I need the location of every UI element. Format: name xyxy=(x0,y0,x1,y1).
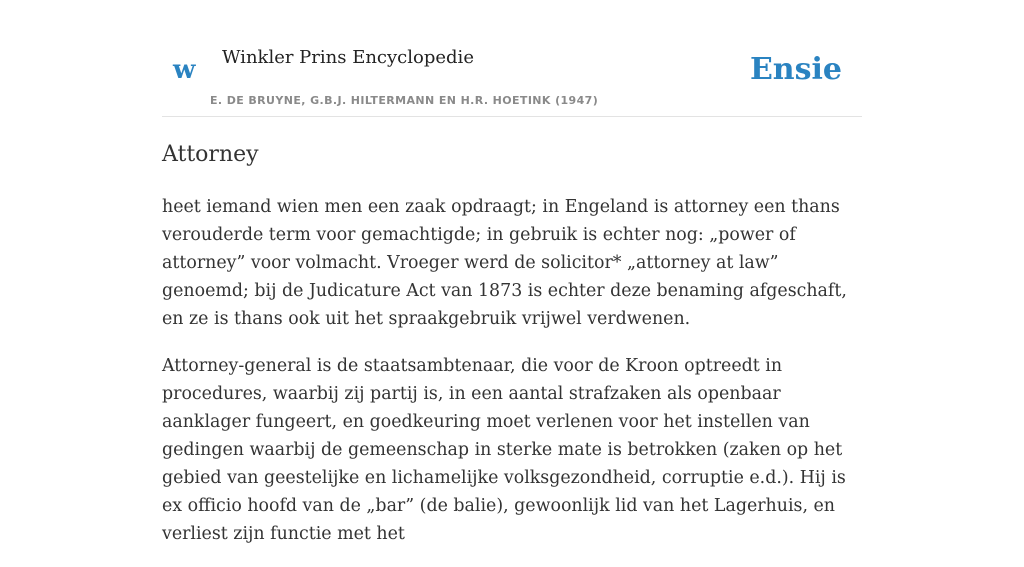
article-body xyxy=(162,193,862,567)
ensie-brand-logo[interactable]: Ensie xyxy=(749,52,842,87)
publication-title[interactable]: Winkler Prins Encyclopedie xyxy=(222,47,474,68)
publication-header xyxy=(162,40,862,117)
article-title: Attorney xyxy=(162,142,259,167)
article-paragraph: heet iemand wien men een zaak opdraagt; in Engeland is attorney een thans verouderde term voor gemachtigde; in gebruik is echter nog: „power of attorney” voor volmacht. Vroeger werd de solicitor* „attorney at law” genoemd; bij de Judicature Act van 1873 is echter deze benaming afgeschaft, en ze is thans ook uit het spraakgebruik vrijwel verdwenen. xyxy=(162,197,847,329)
winkler-prins-logo[interactable]: w xyxy=(173,55,196,85)
publication-authors: E. DE BRUYNE, G.B.J. HILTERMANN EN H.R. HOETINK (1947) xyxy=(210,94,599,107)
article-paragraph: Attorney-general is de staatsambtenaar, die voor de Kroon optreedt in procedures, waarbij zij partij is, in een aantal strafzaken als openbaar aanklager fungeert, en goedkeuring moet verlenen voor het instellen van gedingen waarbij de gemeenschap in sterke mate is betrokken (zaken op het gebied van geestelijke en lichamelijke volksgezondheid, corruptie e.d.). Hij is ex officio hoofd van de „bar” (de balie), gewoonlijk lid van het Lagerhuis, en verliest zijn functie met het xyxy=(162,356,846,544)
